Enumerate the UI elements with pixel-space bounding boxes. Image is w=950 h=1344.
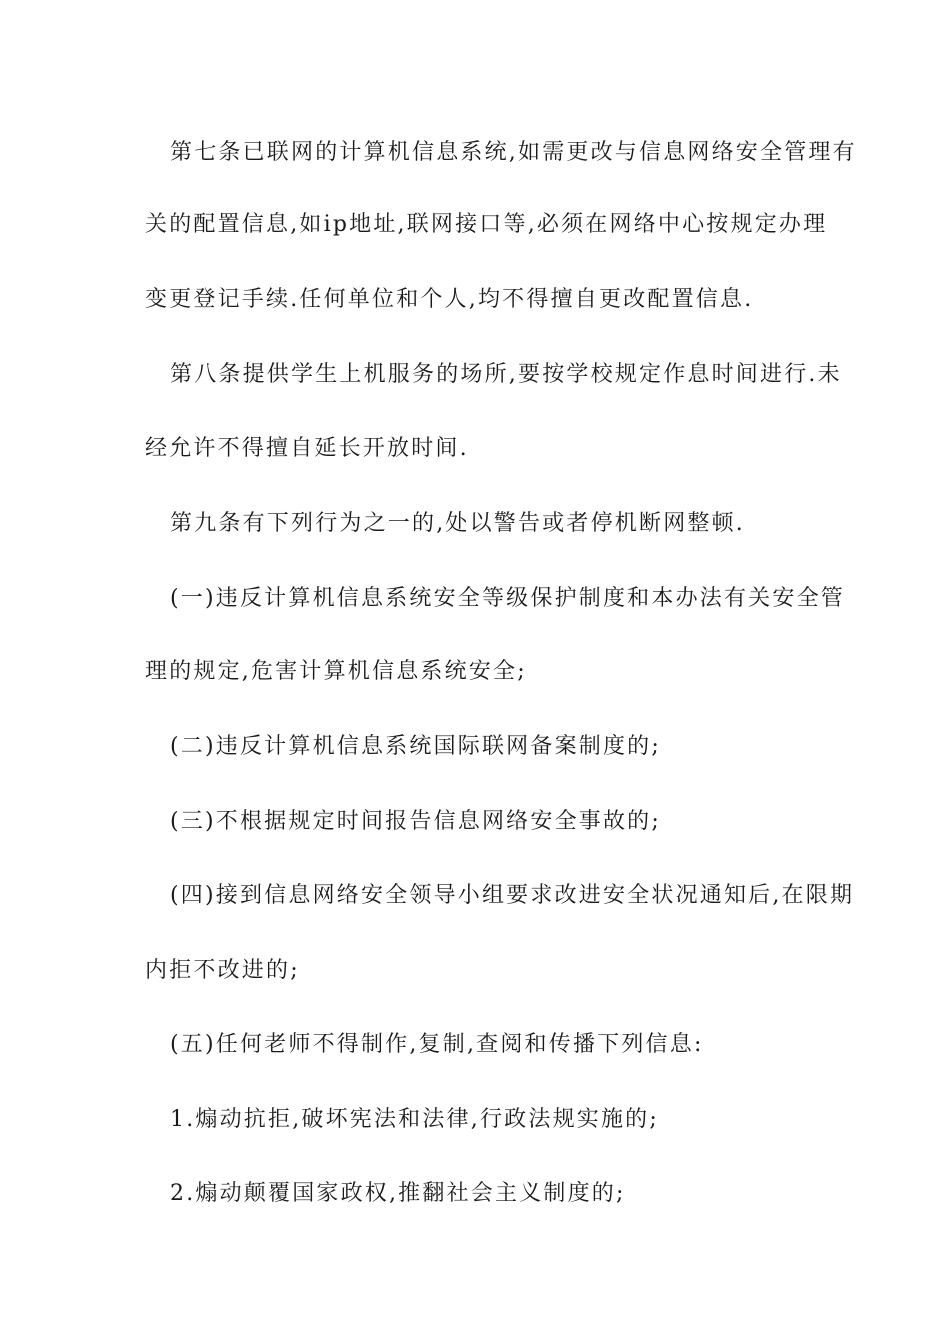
paragraph-article-8-line-1: 第八条提供学生上机服务的场所,要按学校规定作息时间进行.未	[170, 362, 842, 387]
paragraph-article-7-line-2: 关的配置信息,如ip地址,联网接口等,必须在网络中心按规定办理	[145, 212, 828, 237]
sub-item-2: 2.煽动颠覆国家政权,推翻社会主义制度的;	[170, 1181, 626, 1206]
paragraph-article-8-line-2: 经允许不得擅自延长开放时间.	[145, 436, 469, 461]
item-4-line-2: 内拒不改进的;	[145, 958, 300, 983]
item-3: (三)不根据规定时间报告信息网络安全事故的;	[170, 809, 661, 834]
paragraph-article-9: 第九条有下列行为之一的,处以警告或者停机断网整顿.	[170, 511, 745, 536]
item-2: (二)违反计算机信息系统国际联网备案制度的;	[170, 734, 661, 759]
paragraph-article-7-line-1: 第七条已联网的计算机信息系统,如需更改与信息网络安全管理有	[170, 140, 857, 165]
paragraph-article-7-line-3: 变更登记手续.任何单位和个人,均不得擅自更改配置信息.	[145, 287, 754, 312]
item-1-line-1: (一)违反计算机信息系统安全等级保护制度和本办法有关安全管	[170, 586, 845, 611]
sub-item-1: 1.煽动抗拒,破坏宪法和法律,行政法规实施的;	[170, 1107, 659, 1132]
item-4-line-1: (四)接到信息网络安全领导小组要求改进安全状况通知后,在限期	[170, 883, 855, 908]
item-5: (五)任何老师不得制作,复制,查阅和传播下列信息:	[170, 1032, 704, 1057]
item-1-line-2: 理的规定,危害计算机信息系统安全;	[145, 659, 527, 684]
